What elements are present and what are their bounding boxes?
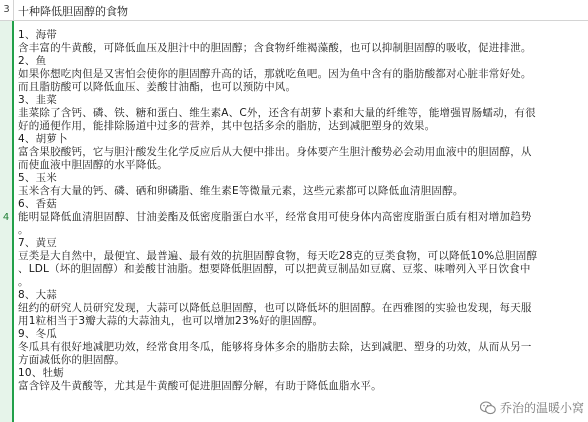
content-line: 冬瓜具有很好地减肥功效，经常食用冬瓜，能够将身体多余的脂肪去除，达到减肥、塑身的功效，从而从另一 [18,341,532,353]
wechat-icon [480,401,496,415]
row-header-4[interactable]: 4 [0,21,14,422]
content-line: 、LDL（坏的胆固醇）和姜酸甘油脂。想要降低胆固醇，可以把黄豆制品如豆腐、豆浆、味噌列入平日饮食中 [18,263,531,275]
content-line: 10、牡蛎 [18,367,64,379]
content-line: 3、韭菜 [18,94,57,106]
cell-title[interactable]: 十种降低胆固醇的食物 [14,0,588,21]
content-line: 而且脂肪酸可以降低血压、姜酸甘油酯，也可以预防中风。 [18,81,297,93]
content-line: 4、胡萝卜 [18,133,68,145]
content-line: 方面减低你的胆固醇。 [18,354,125,366]
content-line: 韭菜除了含钙、磷、铁、糖和蛋白、维生素A、C外，还含有胡萝卜素和大量的纤维等，能增强胃肠蠕动，有很 [18,107,536,119]
content-line: 。 [18,276,29,288]
content-line: 6、香菇 [18,198,57,210]
content-line: 豆类是大自然中，最便宜、最普遍、最有效的抗胆固醇食物，每天吃28克的豆类食物，可以降低10%总胆固醇 [18,250,538,262]
content-line: 1、海带 [18,29,57,41]
content-line: 2、鱼 [18,55,47,67]
content-line: 。 [18,224,29,236]
content-line: 富含锌及牛黄酸等，尤其是牛黄酸可促进胆固醇分解，有助于降低血脂水平。 [18,380,382,392]
content-line: 5、玉米 [18,172,57,184]
content-line: 好的通便作用，能排除肠道中过多的营养，其中包括多余的脂肪，达到减肥塑身的效果。 [18,120,436,132]
content-line: 富含果胶酸钙，它与胆汁酸发生化学反应后从大便中排出。身体要产生胆汁酸势必会动用血液中的胆固醇，从 [18,146,532,158]
watermark [480,399,584,416]
content-line: 而使血液中胆固醇的水平降低。 [18,159,168,171]
content-line: 能明显降低血清胆固醇、甘油姜酯及低密度脂蛋白水平，经常食用可使身体内高密度脂蛋白质有相对增加趋势 [18,211,532,223]
content-line: 玉米含有大量的钙、磷、硒和卵磷脂、维生素E等微量元素，这些元素都可以降低血清胆固醇。 [18,185,464,197]
content-line: 8、大蒜 [18,289,57,301]
content-line: 9、冬瓜 [18,328,57,340]
content-line: 用1粒相当于3瓣大蒜的大蒜油丸，也可以增加23%好的胆固醇。 [18,315,324,327]
content-line: 纽约的研究人员研究发现，大蒜可以降低总胆固醇，也可以降低坏的胆固醇。在西雅图的实验也发现，每天服 [18,302,532,314]
content-line: 含丰富的牛黄酸，可降低血压及胆汁中的胆固醇；含食物纤维褐藻酸，也可以抑制胆固醇的吸收，促进排泄。 [18,42,532,54]
row-header-3[interactable]: 3 [0,0,14,21]
content-line: 7、黄豆 [18,237,57,249]
watermark-text: 乔治的温暖小窝 [499,401,584,415]
content-line: 如果你想吃肉但是又害怕会使你的胆固醇升高的话，那就吃鱼吧。因为鱼中含有的脂肪酸都对心脏非常好处。 [18,68,532,80]
cell-content[interactable] [14,21,588,422]
